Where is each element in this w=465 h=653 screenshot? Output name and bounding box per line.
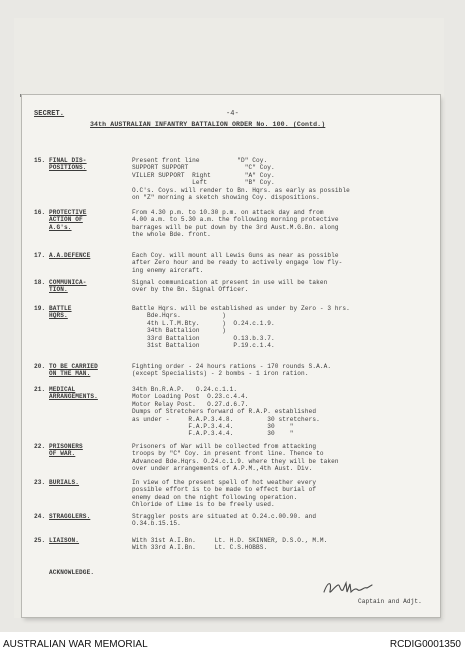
paragraph-heading: TO BE CARRIED ON THE MAN. [49, 363, 98, 378]
document-title: 34th AUSTRALIAN INFANTRY BATTALION ORDER No. 100. (Contd.) [90, 121, 326, 128]
paragraph-body: In view of the present spell of hot weather every possible effort is to be made to effect burial of enemy dead on the night following operation. Chloride of Lime is to be freely used. [132, 479, 317, 509]
paragraph-body: Battle Hqrs. will be established as under by Zero - 3 hrs. Bde.Hqrs. ) 4th L.T.M.Bty. ) O.24.c.1.9. 34th Battalion ) 33rd Battalion O.13.b.3.7. 31st Battalion P.19.c.1.4. [132, 305, 350, 350]
paragraph-heading: PRISONERS OF WAR. [49, 443, 83, 458]
document-header [34, 111, 434, 148]
paragraph-number: 16. [34, 209, 46, 216]
paragraph-heading: LIAISON. [49, 537, 80, 544]
document-sheet [22, 95, 440, 617]
paragraph-heading: ACKNOWLEDGE. [49, 569, 95, 576]
paragraph-number: 25. [34, 537, 46, 544]
classification-label: SECRET. [34, 110, 65, 118]
handwritten-signature [320, 579, 378, 597]
signature-title: Captain and Adjt. [358, 598, 422, 605]
archive-footer [0, 632, 465, 653]
paragraph-body: From 4.30 p.m. to 10.30 p.m. on attack day and from 4.00 a.m. to 5.30 a.m. the following morning protective barrages will be put down by the 3rd Aust.M.G.Bn. along the whole Bde. front. [132, 209, 339, 239]
paragraph-body: Fighting order - 24 hours rations - 170 rounds S.A.A. (except Specialists) - 2 bombs - 1 iron ration. [132, 363, 332, 378]
paragraph-number: 18. [34, 279, 46, 286]
paragraph-heading: BURIALS. [49, 479, 80, 486]
paragraph-heading: BATTLE HQRS. [49, 305, 72, 320]
paragraph-body: Signal communication at present in use will be taken over by the Bn. Signal Officer. [132, 279, 328, 294]
paragraph-number: 24. [34, 513, 46, 520]
archive-name: AUSTRALIAN WAR MEMORIAL [3, 639, 148, 650]
paragraph-number: 21. [34, 386, 46, 393]
paragraph-number: 17. [34, 252, 46, 259]
paragraph-number: 23. [34, 479, 46, 486]
paragraph-body: Straggler posts are situated at O.24.c.00.90. and O.34.b.15.15. [132, 513, 317, 528]
paragraph-number: 15. [34, 157, 46, 164]
paragraph-heading: MEDICAL ARRANGEMENTS. [49, 386, 98, 401]
archive-reference: RCDIG0001350 [389, 639, 461, 650]
page-number: -4- [226, 110, 239, 118]
paragraph-number: 22. [34, 443, 46, 450]
paragraph-body: Prisoners of War will be collected from attacking troops by "C" Coy. in present front line. Thence to Advanced Bde.Hqrs. O.24.c.1.9. where they will be taken over under arrangements of A.P.M.,4th Aust. Div. [132, 443, 339, 473]
paragraph-body: Each Coy. will mount all Lewis Guns as near as possible after Zero hour and be ready to actively engage low fly- ing enemy aircraft. [132, 252, 343, 274]
paragraph-heading: A.A.DEFENCE [49, 252, 91, 259]
paragraph-body: Present front line "D" Coy. SUPPORT SUPPORT "C" Coy. VILLER SUPPORT Right "A" Coy. Left "B" Coy. O.C's. Coys. will render to Bn. Hqrs. as early as possible on "Z" morning a sketch showing Coy. dispositions. [132, 157, 350, 202]
paragraph-heading: PROTECTIVE ACTION OF A.G's. [49, 209, 87, 231]
paragraph-body: With 31st A.I.Bn. Lt. H.D. SKINNER, D.S.O., M.M. With 33rd A.I.Bn. Lt. C.S.HOBBS. [132, 537, 328, 552]
paragraph-heading: STRAGGLERS. [49, 513, 91, 520]
paragraph-heading: FINAL DIS- POSITIONS. [49, 157, 87, 172]
paragraph-body: 34th Bn.R.A.P. O.24.c.1.1. Motor Loading Post O.23.c.4.4. Motor Relay Post. O.27.d.6.7. Dumps of Stretchers forward of R.A.P. established as under - R.A.P.3.4.8. 30 stretchers. F.A.P.3.4.4. 30 " F.A.P.3.4.4. 30 " [132, 386, 320, 438]
paragraph-number: 19. [34, 305, 46, 312]
paragraph-heading: COMMUNICA- TION. [49, 279, 87, 294]
paragraph-number: 20. [34, 363, 46, 370]
